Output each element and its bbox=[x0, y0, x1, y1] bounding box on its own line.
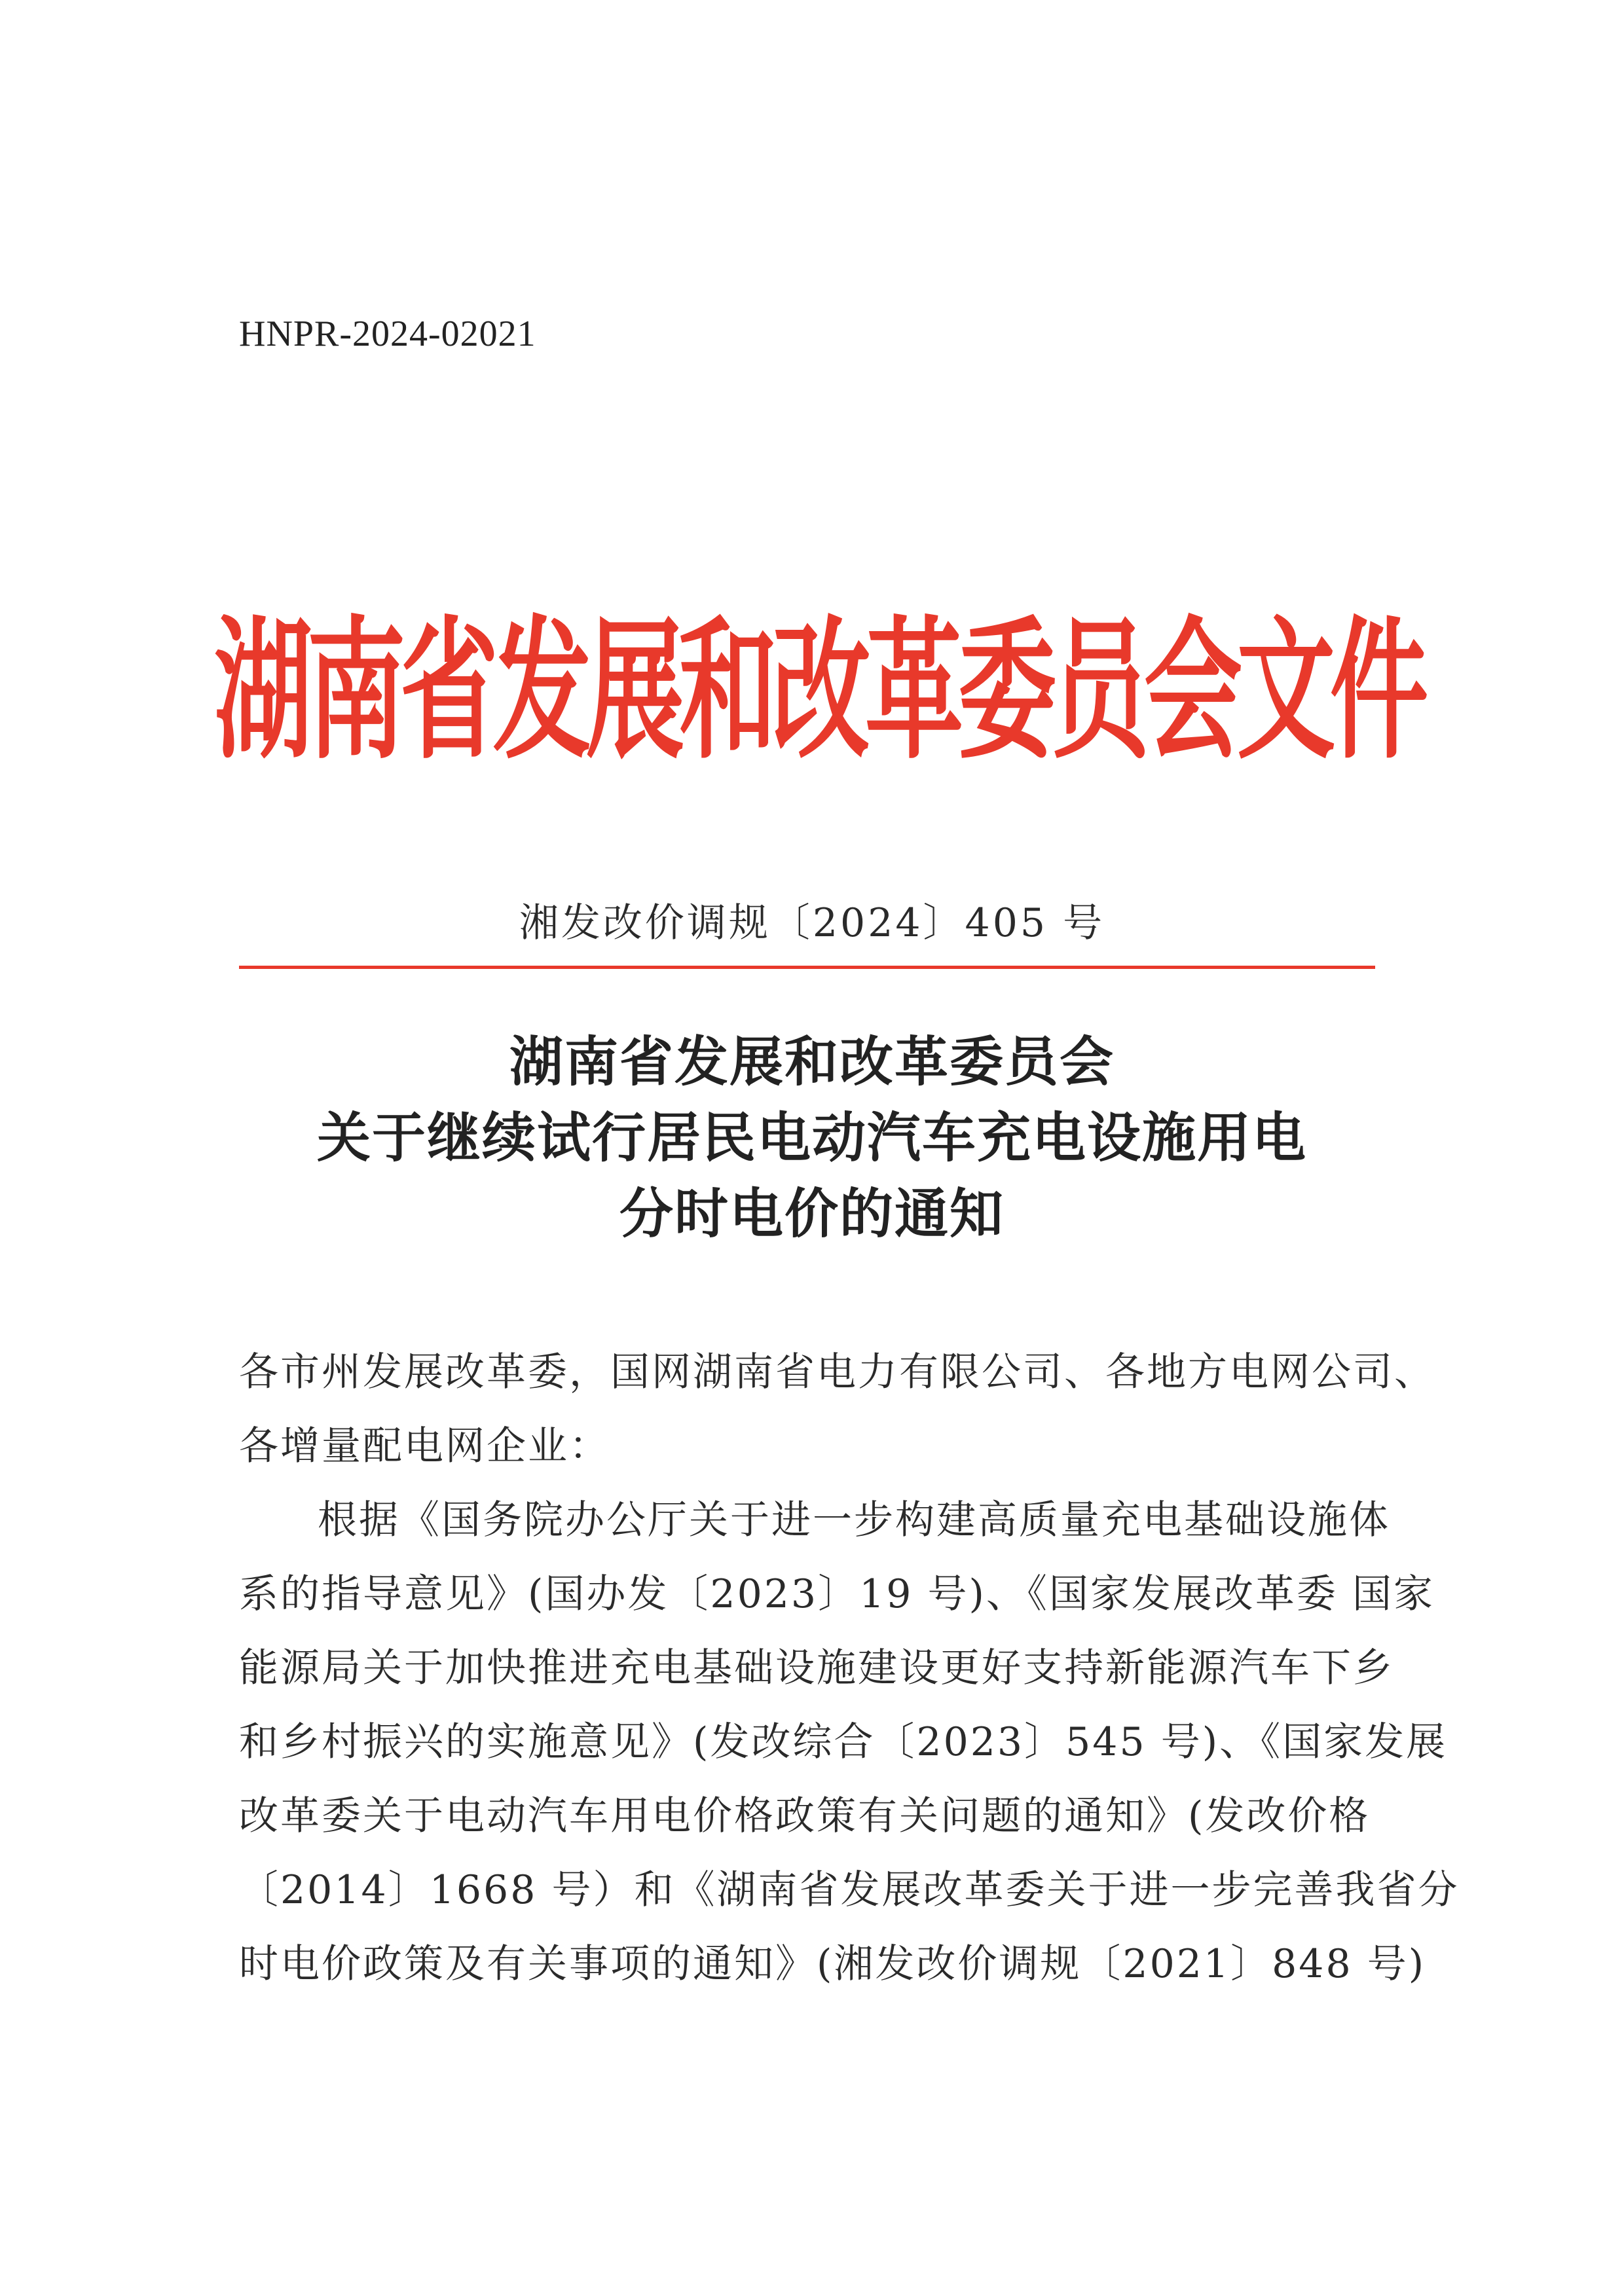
paragraph-line: 根据《国务院办公厅关于进一步构建高质量充电基础设施体 bbox=[318, 1497, 1390, 1543]
paragraph-line: 〔2014〕1668 号）和《湖南省发展改革委关于进一步完善我省分 bbox=[239, 1867, 1460, 1913]
addressee-line: 各增量配电网企业： bbox=[239, 1423, 610, 1469]
paragraph-line: 和乡村振兴的实施意见》(发改综合〔2023〕545 号)、《国家发展 bbox=[239, 1719, 1448, 1765]
title-line: 分时电价的通知 bbox=[619, 1183, 1005, 1245]
document-code: HNPR-2024-02021 bbox=[239, 314, 536, 354]
paragraph-line: 能源局关于加快推进充电基础设施建设更好支持新能源汽车下乡 bbox=[239, 1645, 1394, 1691]
notice-title bbox=[0, 1025, 1624, 1252]
masthead-title bbox=[214, 589, 1424, 780]
paragraph-line: 时电价政策及有关事项的通知》(湘发改价调规〔2021〕848 号) bbox=[239, 1941, 1426, 1987]
masthead-text: 湖南省发展和改革委员会文件 bbox=[214, 603, 1424, 780]
red-separator-line bbox=[239, 966, 1375, 969]
paragraph-line: 改革委关于电动汽车用电价格政策有关问题的通知》(发改价格 bbox=[239, 1793, 1371, 1839]
paragraph-line: 系的指导意见》(国办发〔2023〕19 号)、《国家发展改革委 国家 bbox=[239, 1571, 1435, 1617]
addressee-line: 各市州发展改革委，国网湖南省电力有限公司、各地方电网公司、 bbox=[239, 1349, 1435, 1395]
title-line: 关于继续试行居民电动汽车充电设施用电 bbox=[316, 1107, 1307, 1169]
document-number: 湘发改价调规〔2024〕405 号 bbox=[519, 900, 1105, 946]
title-line: 湖南省发展和改革委员会 bbox=[509, 1031, 1115, 1093]
document-body bbox=[239, 1336, 1460, 2001]
